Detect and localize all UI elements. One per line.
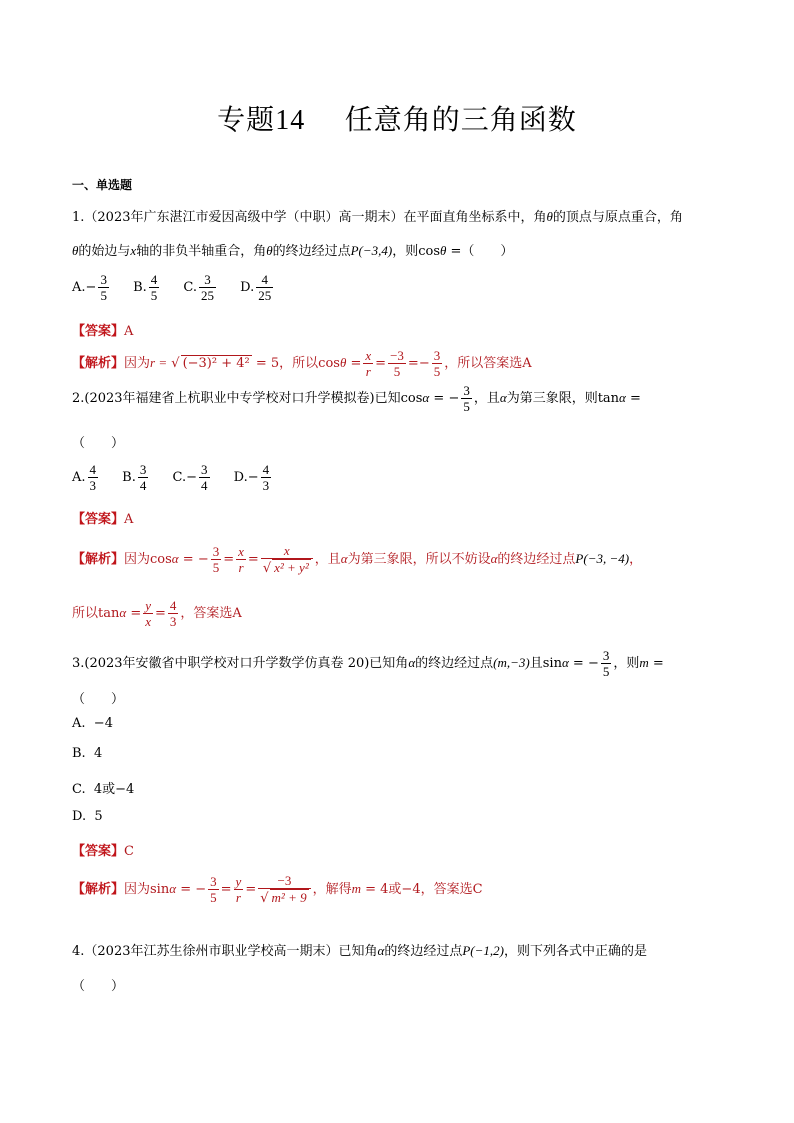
q3-option-d: D. 5: [72, 809, 103, 824]
q2-option-b: B. $\frac{3}{4}$: [122, 462, 147, 493]
title-text: 任意角的三角函数: [344, 103, 577, 136]
q4-point: P(−1,2): [462, 943, 504, 958]
q3-option-a: A. −4: [72, 716, 113, 731]
q3-analysis: 【解析】因为sinα = − $\frac{3}{5}$ = $\frac{y}{r}$ = $\frac{-3}{\text{√ m² + 9}}$ ，解得m = 4或−4，答案选C: [72, 873, 483, 906]
q3-option-b: B. 4: [72, 746, 103, 761]
q4-line2: （ ）: [72, 979, 125, 994]
section-heading: 一、单选题: [72, 178, 133, 192]
q2-analysis: 【解析】因为cosα = − $\frac{3}{5}$ = $\frac{x}{r}$ = $\frac{x}{\text{√ x² + y²}}$ ，且α为第三象限，所以不妨设α的终边经过点P(−3, −4)，: [72, 543, 643, 576]
q1-point: P(−3,4): [350, 243, 393, 258]
q1-options: [72, 272, 293, 303]
q2-line1: 2.(2023年福建省上杭职业中专学校对口升学模拟卷)已知cosα = − $\frac{3}{5}$ ，且α为第三象限，则tanα =: [72, 383, 641, 414]
q2-analysis-line2: 所以tanα = $\frac{y}{x}$ = $\frac{4}{3}$ ，答案选A: [72, 598, 242, 629]
q1-answer: 【答案】A: [72, 324, 134, 339]
q2-option-d: D.− $\frac{4}{3}$: [233, 462, 270, 493]
title-prefix: 专题: [217, 103, 276, 136]
q2-point: P(−3, −4): [575, 551, 630, 566]
q2-answer-value: A: [124, 512, 134, 527]
q3-point: (m,−3): [493, 655, 530, 670]
q1-sqrt: (−3)² + 4²: [182, 356, 250, 371]
q3-line1: 3.(2023年安徽省中职学校对口升学数学仿真卷 20)已知角α的终边经过点(m,−3)且sinα = − $\frac{3}{5}$ ，则m =: [72, 648, 664, 679]
q3-answer: 【答案】C: [72, 844, 134, 859]
q2-options: [72, 462, 291, 493]
q1-line2: θ的始边与x轴的非负半轴重合，角θ的终边经过点P(−3,4)，则cosθ =（ ）: [72, 243, 514, 259]
q1-option-b: B. $\frac{4}{5}$: [133, 272, 158, 303]
q3-option-c: C. 4或−4: [72, 782, 135, 797]
q2-answer: 【答案】A: [72, 512, 134, 527]
q1-line1: 1.（2023年广东湛江市爱因高级中学（中职）高一期末）在平面直角坐标系中，角θ的顶点与原点重合，角: [72, 209, 683, 225]
q1-analysis: 【解析】因为r = √ (−3)² + 4² = 5，所以cosθ = $\frac{x}{r}$ = $\frac{-3}{5}$ =− $\frac{3}{5}$ ，所以答案选A: [72, 348, 532, 379]
q2-line2: （ ）: [72, 436, 125, 451]
q3-answer-value: C: [124, 844, 134, 859]
q1-option-a: A.− $\frac{3}{5}$: [72, 272, 107, 303]
q1-option-c: C. $\frac{3}{25}$: [183, 272, 215, 303]
q2-option-c: C.− $\frac{3}{4}$: [172, 462, 208, 493]
title-number: 14: [275, 105, 306, 136]
q3-line2: （ ）: [72, 692, 125, 707]
q1-answer-value: A: [124, 324, 134, 339]
q2-option-a: A. $\frac{4}{3}$: [72, 462, 97, 493]
q4-line1: 4.（2023年江苏生徐州市职业学校高一期末）已知角α的终边经过点P(−1,2)，则下列各式中正确的是: [72, 943, 647, 959]
q1-option-d: D. $\frac{4}{25}$: [240, 272, 272, 303]
page-title: [0, 98, 794, 138]
